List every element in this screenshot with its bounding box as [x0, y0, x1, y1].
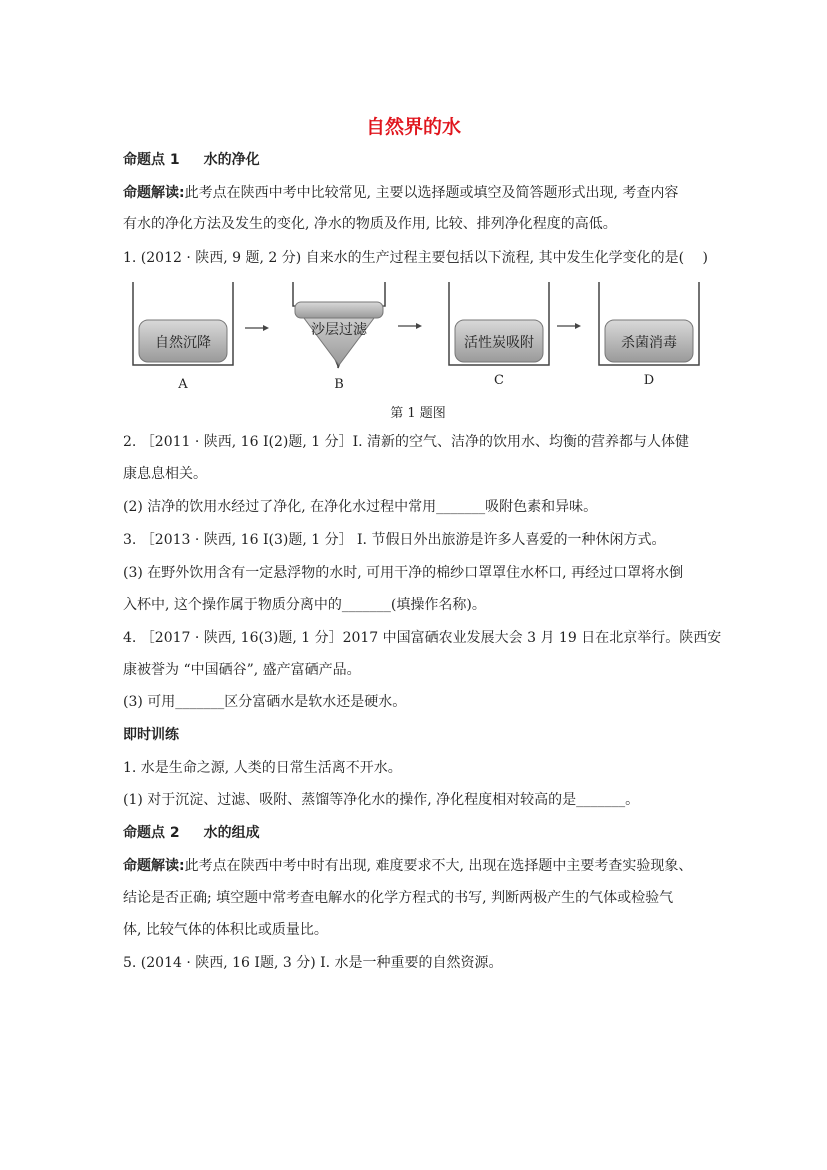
section2-heading — [123, 823, 260, 843]
water-treatment-flow-diagram — [123, 280, 713, 400]
training-question-1-sub1: (1) 对于沉淀、过滤、吸附、蒸馏等净化水的操作, 净化程度相对较高的是_______。 — [123, 792, 640, 808]
section2-number: 命题点 2 — [123, 825, 180, 841]
figure-caption: 第 1 题图 — [390, 406, 446, 421]
question-2-line1: 2. ［2011 · 陕西, 16 Ⅰ(2)题, 1 分］Ⅰ. 清新的空气、洁净的饮用水、均衡的营养都与人体健 — [123, 434, 690, 450]
step-b-letter: B — [334, 377, 344, 392]
arrow-b-c — [398, 323, 422, 329]
question-2-sub2: (2) 洁净的饮用水经过了净化, 在净化水过程中常用_______吸附色素和异味。 — [123, 499, 598, 515]
section1-analysis-line2: 有水的净化方法及发生的变化, 净水的物质及作用, 比较、排列净化程度的高低。 — [123, 216, 617, 232]
tank-d — [599, 282, 699, 388]
question-4-line2: 康被誉为 “中国硒谷”, 盛产富硒产品。 — [123, 662, 361, 678]
section1-name: 水的净化 — [203, 152, 260, 168]
question-3-line1: 3. ［2013 · 陕西, 16 Ⅰ(3)题, 1 分］ Ⅰ. 节假日外出旅游是许多人喜爱的一种休闲方式。 — [123, 532, 666, 548]
section2-name: 水的组成 — [203, 825, 260, 841]
step-d-label: 杀菌消毒 — [621, 335, 677, 351]
question-1: 1. (2012 · 陕西, 9 题, 2 分) 自来水的生产过程主要包括以下流程, 其中发生化学变化的是( ) — [123, 250, 708, 266]
question-3-line3: 入杯中, 这个操作属于物质分离中的_______(填操作名称)。 — [123, 597, 486, 613]
page-title: 自然界的水 — [365, 116, 461, 138]
training-heading: 即时训练 — [123, 727, 179, 743]
section2-analysis-line1: 命题解读:此考点在陕西中考中时有出现, 难度要求不大, 出现在选择题中主要考查实验现象、 — [123, 858, 693, 874]
question-2-line2: 康息息相关。 — [123, 466, 207, 482]
step-c-label: 活性炭吸附 — [464, 335, 534, 351]
section1-heading — [123, 150, 260, 170]
section2-analysis-label: 命题解读: — [123, 858, 185, 874]
question-5: 5. (2014 · 陕西, 16 Ⅰ题, 3 分) Ⅰ. 水是一种重要的自然资源。 — [123, 955, 503, 971]
section1-number: 命题点 1 — [123, 152, 180, 168]
training-question-1: 1. 水是生命之源, 人类的日常生活离不开水。 — [123, 760, 402, 776]
tank-c — [449, 282, 549, 388]
section1-analysis-line1: 命题解读:此考点在陕西中考中比较常见, 主要以选择题或填空及简答题形式出现, 考查内容 — [123, 185, 679, 201]
step-a-letter: A — [178, 377, 188, 392]
question-1-figure — [123, 280, 713, 404]
step-c-letter: C — [494, 373, 504, 388]
question-3-sub3: (3) 在野外饮用含有一定悬浮物的水时, 可用干净的棉纱口罩罩住水杯口, 再经过口罩将水倒 — [123, 565, 684, 581]
arrow-a-b — [245, 325, 269, 331]
arrow-c-d — [557, 323, 581, 329]
section2-analysis-line3: 体, 比较气体的体积比或质量比。 — [123, 922, 328, 938]
question-4-line1: 4. ［2017 · 陕西, 16(3)题, 1 分］2017 中国富硒农业发展大会 3 月 19 日在北京举行。陕西安 — [123, 630, 722, 646]
step-d-letter: D — [643, 373, 655, 388]
funnel-b — [293, 282, 385, 392]
step-b-label: 沙层过滤 — [311, 322, 367, 338]
section2-analysis-line2: 结论是否正确; 填空题中常考查电解水的化学方程式的书写, 判断两极产生的气体或检验气 — [123, 890, 674, 906]
question-4-sub3: (3) 可用_______区分富硒水是软水还是硬水。 — [123, 694, 407, 710]
section1-analysis-label: 命题解读: — [123, 185, 185, 201]
step-a-label: 自然沉降 — [155, 335, 211, 351]
tank-a — [133, 282, 233, 392]
